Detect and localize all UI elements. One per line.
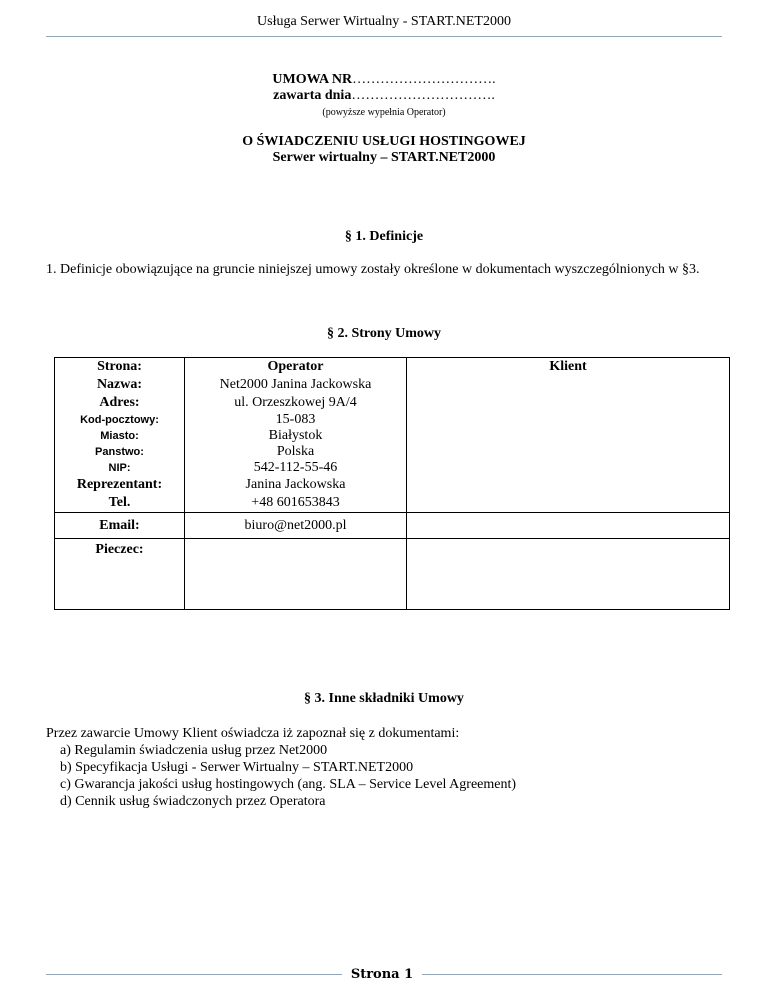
label-panstwo: Panstwo: bbox=[95, 446, 144, 458]
operator-note: (powyższe wypełnia Operator) bbox=[322, 107, 446, 118]
operator-reprezentant: Janina Jackowska bbox=[245, 477, 346, 492]
contract-title: O ŚWIADCZENIU USŁUGI HOSTINGOWEJ bbox=[242, 134, 526, 149]
operator-adres: ul. Orzeszkowej 9A/4 bbox=[234, 395, 357, 410]
operator-miasto: Białystok bbox=[268, 428, 323, 443]
operator-email-cell bbox=[185, 513, 407, 539]
operator-header: Operator bbox=[267, 359, 324, 374]
section2-heading: § 2. Strony Umowy bbox=[326, 326, 442, 341]
operator-panstwo: Polska bbox=[276, 444, 315, 459]
list-item: a) Regulamin świadczenia usług przez Net2000 bbox=[60, 743, 328, 758]
contract-number-dots: …………………………. bbox=[352, 72, 496, 87]
parties-table bbox=[54, 357, 730, 610]
contract-subtitle: Serwer wirtualny – START.NET2000 bbox=[272, 150, 496, 165]
operator-cell bbox=[185, 358, 407, 513]
footer-divider-right bbox=[422, 974, 722, 975]
operator-kod: 15-083 bbox=[275, 412, 316, 427]
operator-tel: +48 601653843 bbox=[251, 495, 340, 510]
operator-email: biuro@net2000.pl bbox=[244, 517, 347, 533]
label-strona: Strona: bbox=[97, 359, 142, 374]
label-adres: Adres: bbox=[99, 395, 140, 410]
documents-intro: Przez zawarcie Umowy Klient oświadcza iż zapoznał się z dokumentami: bbox=[46, 726, 460, 741]
page-number: Strona 1 bbox=[350, 967, 414, 982]
contract-number-label: UMOWA NR bbox=[272, 72, 353, 87]
label-reprezentant: Reprezentant: bbox=[76, 477, 163, 492]
label-email: Email: bbox=[99, 517, 140, 533]
operator-nip: 542-112-55-46 bbox=[253, 460, 338, 475]
label-kod-pocztowy: Kod-pocztowy: bbox=[80, 414, 159, 426]
operator-stamp-cell bbox=[185, 539, 407, 610]
documents-list bbox=[46, 725, 516, 810]
section1-text: 1. Definicje obowiązujące na gruncie niniejszej umowy zostały określone w dokumentach wyszczególnionych w §3. bbox=[46, 262, 700, 277]
client-header: Klient bbox=[549, 359, 587, 374]
labels-cell bbox=[55, 358, 185, 513]
label-nazwa: Nazwa: bbox=[96, 377, 143, 392]
client-cell[interactable] bbox=[407, 358, 730, 513]
label-nip: NIP: bbox=[108, 462, 131, 474]
footer-divider-left bbox=[46, 974, 342, 975]
section1-heading: § 1. Definicje bbox=[344, 229, 424, 244]
email-label-cell bbox=[55, 513, 185, 539]
client-email-cell[interactable] bbox=[407, 513, 730, 539]
label-miasto: Miasto: bbox=[100, 430, 139, 442]
list-item: d) Cennik usług świadczonych przez Operatora bbox=[60, 794, 326, 809]
page-header: Usługa Serwer Wirtualny - START.NET2000 bbox=[257, 14, 511, 29]
contract-date-label: zawarta dnia bbox=[273, 88, 352, 103]
label-pieczec: Pieczec: bbox=[95, 542, 144, 557]
client-stamp-cell[interactable] bbox=[407, 539, 730, 610]
contract-date-line bbox=[0, 88, 768, 104]
list-item: c) Gwarancja jakości usług hostingowych (ang. SLA – Service Level Agreement) bbox=[60, 777, 517, 792]
label-tel: Tel. bbox=[108, 495, 131, 510]
contract-number-line bbox=[0, 72, 768, 88]
operator-nazwa: Net2000 Janina Jackowska bbox=[219, 377, 372, 392]
contract-date-dots: …………………………. bbox=[351, 88, 495, 103]
list-item: b) Specyfikacja Usługi - Serwer Wirtualny – START.NET2000 bbox=[60, 760, 414, 775]
stamp-label-cell bbox=[55, 539, 185, 610]
section3-heading: § 3. Inne składniki Umowy bbox=[304, 691, 464, 706]
header-divider bbox=[46, 36, 722, 37]
